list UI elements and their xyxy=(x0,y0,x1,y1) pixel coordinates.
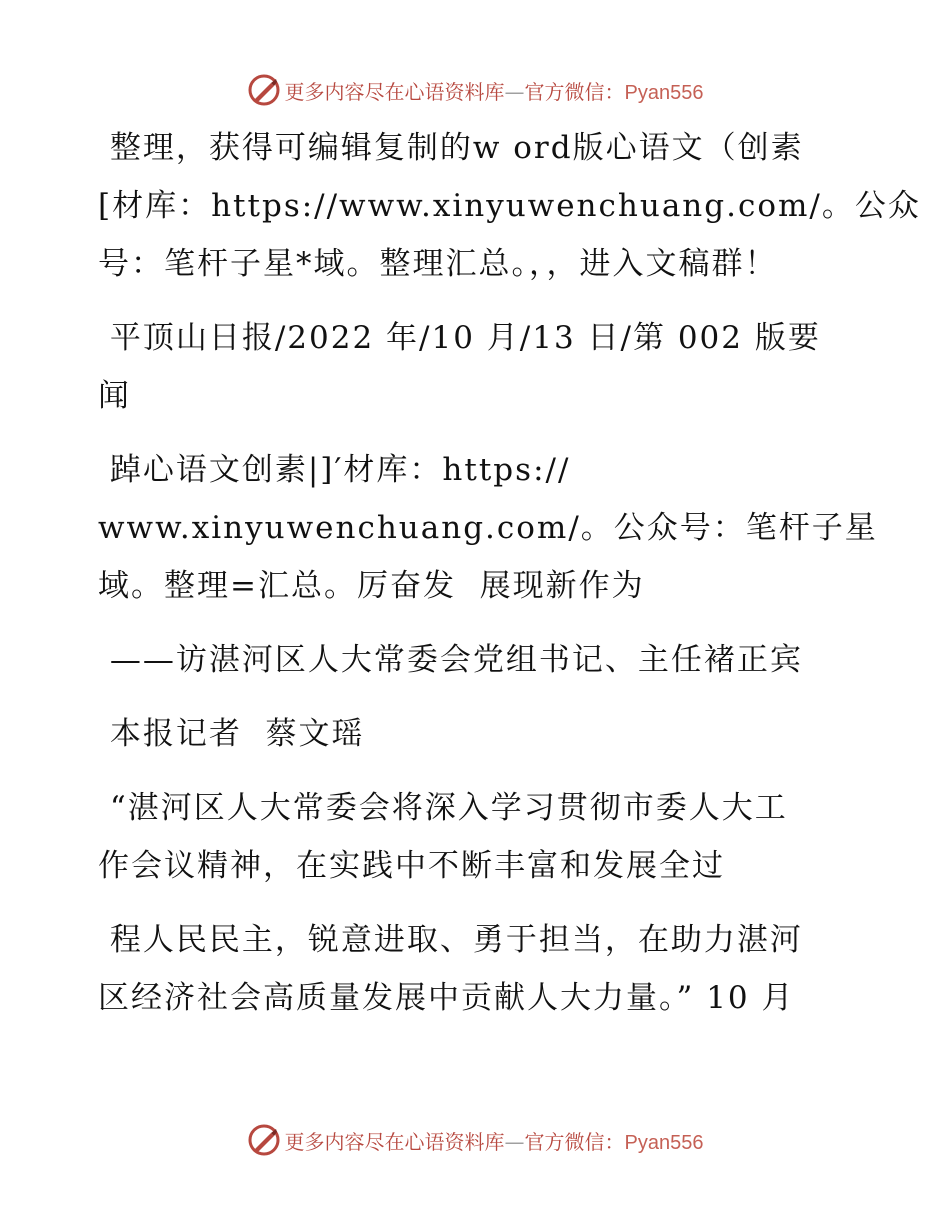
text-line-13: 程人民民主，锐意进取、勇于担当，在助力湛河 xyxy=(98,922,803,958)
text-line-8: 域。整理=汇总。厉奋发 展现新作为 xyxy=(98,568,645,604)
footer-wechat-label: 官方微信： xyxy=(524,1129,625,1154)
header-wechat-id: Pyan556 xyxy=(624,81,704,104)
text-line-12: 作会议精神，在实践中不断丰富和发展全过 xyxy=(98,848,725,884)
text-line-11: “湛河区人大常委会将深入学习贯彻市委人大工 xyxy=(98,790,788,826)
text-line-6: 踔心语文创素|]′材库：https:// xyxy=(98,452,571,488)
header-brand: 更多内容尽在心语资料库 xyxy=(284,79,505,104)
text-line-9: ——访湛河区人大常委会党组书记、主任褚正宾 xyxy=(98,642,803,678)
text-line-1: 整理，获得可编辑复制的w ord版心语文（创素 xyxy=(98,130,804,166)
header-banner xyxy=(0,70,950,110)
footer-brand: 更多内容尽在心语资料库 xyxy=(284,1129,505,1154)
footer-banner xyxy=(0,1120,950,1160)
text-line-14: 区经济社会高质量发展中贡献人大力量。” 10 月 xyxy=(98,980,795,1016)
footer-text xyxy=(285,1126,704,1155)
text-line-4: 平顶山日报/2022 年/10 月/13 日/第 002 版要 xyxy=(98,320,821,356)
text-line-5: 闻 xyxy=(98,378,131,414)
footer-wechat-id: Pyan556 xyxy=(624,1131,704,1154)
header-separator: — xyxy=(504,79,525,104)
footer-separator: — xyxy=(504,1129,525,1154)
text-line-7: www.xinyuwenchuang.com/。公众号：笔杆子星 xyxy=(98,510,878,546)
quill-logo-icon xyxy=(247,1123,281,1157)
text-line-2: [材库：https://www.xinyuwenchuang.com/。公众 xyxy=(98,188,921,224)
text-line-10: 本报记者 蔡文瑶 xyxy=(98,716,365,752)
quill-logo-icon xyxy=(247,73,281,107)
header-wechat-label: 官方微信： xyxy=(524,79,625,104)
header-text xyxy=(285,76,704,105)
text-line-3: 号：笔杆子星*域。整理汇总。，，进入文稿群！ xyxy=(98,246,778,282)
